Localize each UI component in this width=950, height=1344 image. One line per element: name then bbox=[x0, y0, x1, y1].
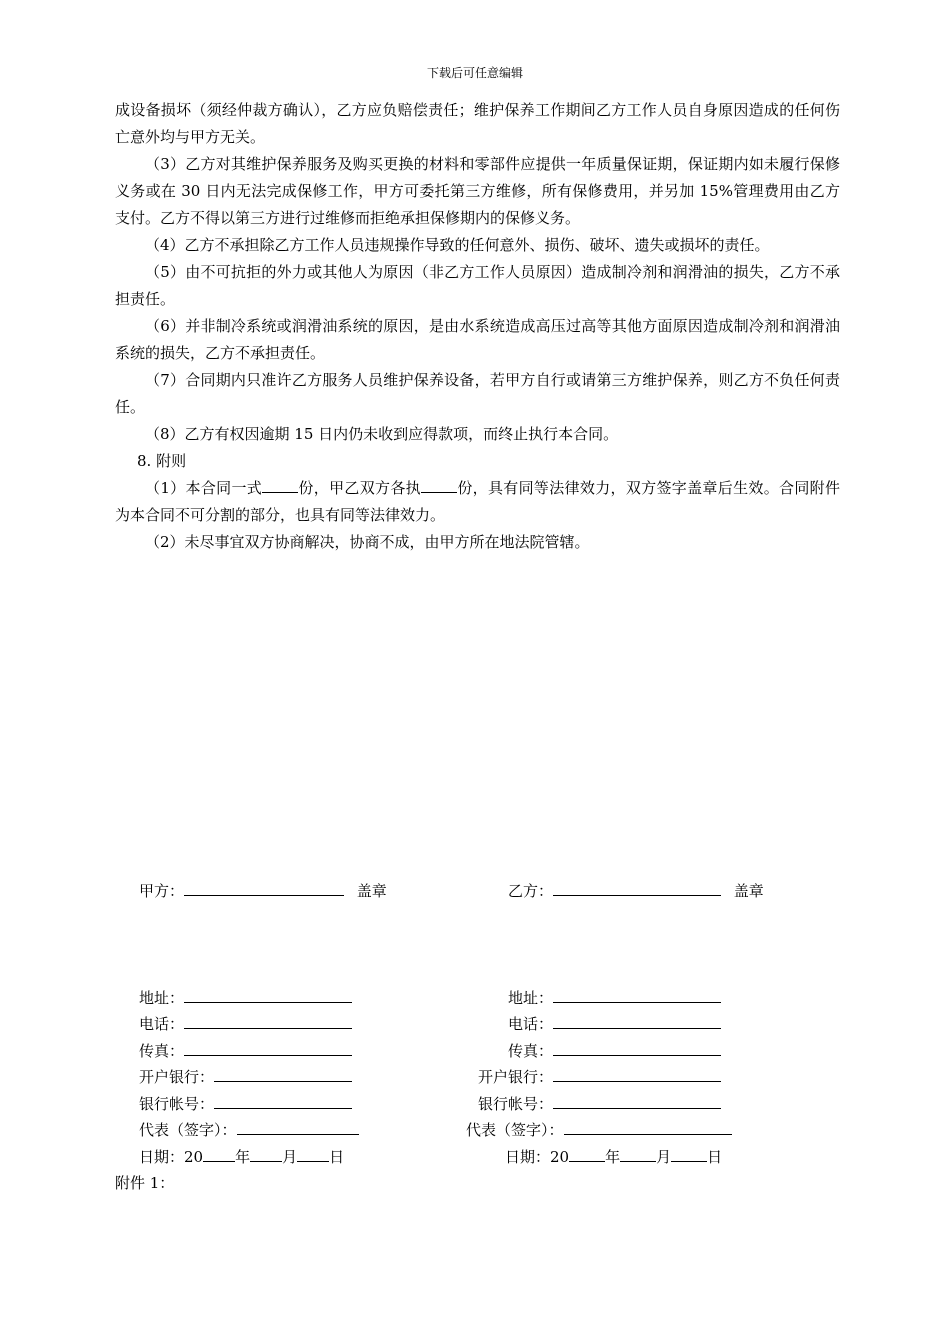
a-address-row bbox=[139, 987, 352, 1008]
b-address-label: 地址： bbox=[508, 989, 554, 1007]
copies-blank-each[interactable] bbox=[421, 476, 457, 493]
paragraph: （5）由不可抗拒的外力或其他人为原因（非乙方工作人员原因）造成制冷剂和润滑油的损失，乙方不承担责任。 bbox=[115, 263, 840, 308]
paragraph: （7）合同期内只准许乙方服务人员维护保养设备，若甲方自行或请第三方维护保养，则乙方不负任何责任。 bbox=[115, 371, 840, 416]
party-a-seal: 盖章 bbox=[356, 882, 387, 900]
a-rep-field[interactable] bbox=[237, 1120, 359, 1135]
party-b-seal: 盖章 bbox=[733, 882, 764, 900]
b-account-field[interactable] bbox=[553, 1094, 721, 1109]
b-address-row bbox=[508, 987, 721, 1008]
paragraph: （4）乙方不承担除乙方工作人员违规操作导致的任何意外、损伤、破坏、遗失或损坏的责任。 bbox=[145, 236, 770, 254]
a-year-field[interactable] bbox=[203, 1147, 235, 1162]
section-heading: 8. 附则 bbox=[137, 452, 187, 470]
paragraph: （6）并非制冷系统或润滑油系统的原因，是由水系统造成高压过高等其他方面原因造成制冷剂和润滑油系统的损失，乙方不承担责任。 bbox=[115, 317, 840, 362]
day-label: 日 bbox=[707, 1148, 723, 1166]
a-date-label: 日期：20 bbox=[139, 1148, 204, 1166]
b-bank-field[interactable] bbox=[553, 1067, 721, 1082]
year-label: 年 bbox=[235, 1148, 251, 1166]
paragraph-copies bbox=[115, 475, 840, 529]
a-fax-label: 传真： bbox=[139, 1042, 185, 1060]
b-rep-label: 代表（签字）： bbox=[466, 1121, 564, 1139]
a-bank-field[interactable] bbox=[214, 1067, 352, 1082]
party-b-label: 乙方： bbox=[508, 882, 554, 900]
day-label: 日 bbox=[329, 1148, 345, 1166]
paragraph: （3）乙方对其维护保养服务及购买更换的材料和零部件应提供一年质量保证期，保证期内如未履行保修义务或在 30 日内无法完成保修工作，甲方可委托第三方维修，所有保修费用，并另加 15%管理费用由乙方支付。乙方不得以第三方进行过维修而拒绝承担保修期内的保修义务。 bbox=[115, 155, 840, 227]
party-a-field[interactable] bbox=[184, 881, 344, 896]
b-month-field[interactable] bbox=[620, 1147, 656, 1162]
a-day-field[interactable] bbox=[297, 1147, 329, 1162]
paragraph: （8）乙方有权因逾期 15 日内仍未收到应得款项，而终止执行本合同。 bbox=[145, 425, 619, 443]
month-label: 月 bbox=[656, 1148, 672, 1166]
copies-text-a: （1）本合同一式 bbox=[145, 479, 263, 497]
a-bank-label: 开户银行： bbox=[139, 1068, 215, 1086]
b-date-label: 日期：20 bbox=[505, 1148, 570, 1166]
a-address-field[interactable] bbox=[184, 988, 352, 1003]
b-fax-label: 传真： bbox=[508, 1042, 554, 1060]
a-month-field[interactable] bbox=[250, 1147, 282, 1162]
page-header: 下载后可任意编辑 bbox=[426, 66, 523, 80]
a-phone-field[interactable] bbox=[184, 1014, 352, 1029]
a-phone-label: 电话： bbox=[139, 1015, 185, 1033]
b-rep-field[interactable] bbox=[564, 1120, 732, 1135]
a-phone-row bbox=[139, 1013, 352, 1034]
b-fax-row bbox=[508, 1040, 721, 1061]
copies-blank-total[interactable] bbox=[262, 476, 298, 493]
attachment-label: 附件 1： bbox=[115, 1174, 175, 1192]
b-phone-label: 电话： bbox=[508, 1015, 554, 1033]
month-label: 月 bbox=[282, 1148, 298, 1166]
b-bank-row bbox=[478, 1066, 721, 1087]
b-phone-row bbox=[508, 1013, 721, 1034]
b-bank-label: 开户银行： bbox=[478, 1068, 554, 1086]
b-fax-field[interactable] bbox=[553, 1041, 721, 1056]
copies-text-c: 份，具有同等法律效力，双方签字盖章后生效。合同附件为本合同不可分割的部分，也具有同等法律效力。 bbox=[115, 479, 840, 524]
year-label: 年 bbox=[605, 1148, 621, 1166]
a-address-label: 地址： bbox=[139, 989, 185, 1007]
a-rep-row bbox=[139, 1119, 359, 1140]
b-rep-row bbox=[466, 1119, 732, 1140]
a-account-label: 银行帐号： bbox=[139, 1095, 215, 1113]
b-day-field[interactable] bbox=[671, 1147, 707, 1162]
a-date-row bbox=[139, 1146, 344, 1167]
b-account-row bbox=[478, 1093, 721, 1114]
contract-body bbox=[115, 97, 840, 556]
a-rep-label: 代表（签字）： bbox=[139, 1121, 237, 1139]
b-date-row bbox=[505, 1146, 722, 1167]
a-fax-field[interactable] bbox=[184, 1041, 352, 1056]
party-a-row bbox=[139, 880, 387, 901]
a-account-row bbox=[139, 1093, 352, 1114]
paragraph: （2）未尽事宜双方协商解决，协商不成，由甲方所在地法院管辖。 bbox=[145, 533, 590, 551]
b-address-field[interactable] bbox=[553, 988, 721, 1003]
a-account-field[interactable] bbox=[214, 1094, 352, 1109]
a-bank-row bbox=[139, 1066, 352, 1087]
party-a-label: 甲方： bbox=[139, 882, 185, 900]
party-b-field[interactable] bbox=[553, 881, 721, 896]
paragraph: 成设备损坏（须经仲裁方确认），乙方应负赔偿责任；维护保养工作期间乙方工作人员自身原因造成的任何伤亡意外均与甲方无关。 bbox=[115, 101, 840, 146]
party-b-row bbox=[508, 880, 764, 901]
copies-text-b: 份，甲乙双方各执 bbox=[298, 479, 421, 497]
a-fax-row bbox=[139, 1040, 352, 1061]
b-phone-field[interactable] bbox=[553, 1014, 721, 1029]
b-account-label: 银行帐号： bbox=[478, 1095, 554, 1113]
b-year-field[interactable] bbox=[569, 1147, 605, 1162]
